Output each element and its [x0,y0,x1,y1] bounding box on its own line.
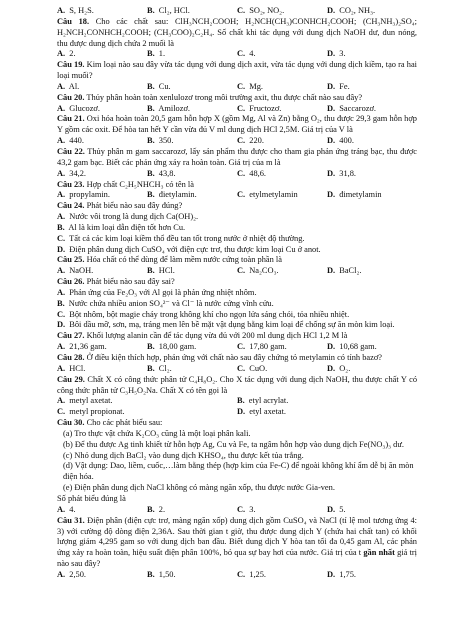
option-text: 2,50. [69,569,86,579]
option-label: D. [327,6,336,15]
option-label: A. [57,212,66,222]
question-text: Cho các chất sau: ClH₃NCH₂COOH; H₂NCH(CH₃)CONHCH₂COOH; (CH₃NH₃)₂SO₄; H₂NCH₂CONHCH₂COOH; (CH₃COO)₂C₂H₄. Số chất khi tác dụng với dung dịch NaOH dư, đun nóng, thu được dung dịch chứa 2 muối là [57,16,417,48]
answer-option-a[interactable] [57,6,147,17]
option-text: propylamin. [69,190,110,200]
option-label: A. [57,266,66,276]
answer-option-b[interactable] [237,396,417,407]
option-label: B. [147,168,155,178]
options-row [57,169,417,180]
question-number: Câu 19. [57,60,85,70]
option-text: Mg. [249,81,263,91]
option-text: CuO. [249,363,268,373]
answer-option-c[interactable] [237,49,327,60]
answer-option-a[interactable] [57,266,147,277]
statement-item: (a) Tro thực vật chứa K₂CO₃ cũng là một loại phân kali. [63,428,251,438]
option-text: Amilozơ. [158,103,190,113]
question-text: Khối lượng alanin cần để tác dụng vừa đủ với 200 ml dung dịch HCl 1,2 M là [86,331,348,341]
option-text: BaCl₂. [339,266,362,276]
options-row [57,396,417,407]
question-emphasis: gần nhất [363,548,395,558]
question-stem [57,180,417,191]
question-text: Điện phân (điện cực trơ, màng ngăn xốp) dung dịch gồm CuSO₄ và NaCl (tỉ lệ mol tương ứng 4: 3) với cường độ dòng điện 2,36A. Sau thời gian t giờ, thu được dung dịch Y (chứa hai chất tan) có khối lượng giảm 4,295 gam so với dung dịch ban đầu. Biết dung dịch Y hòa tan tối đa 0,45 gam Al, các phản ứng xảy ra hoàn toàn, hiệu suất điện phân 100%, bỏ qua sự bay hơi của nước. Giá trị của t [57,515,417,558]
option-text: 220. [249,136,264,146]
option-text: 17,80 gam. [249,342,287,352]
answer-option-b[interactable] [147,342,237,353]
question-text: Chất X có công thức phân tử C₄H₈O₂. Cho X tác dụng với dung dịch NaOH, thu được chất Y có công thức phân tử C₃H₅O₂Na. Chất X có tên gọi là [57,374,418,395]
question-number: Câu 21. [57,114,85,124]
question-number: Câu 27. [57,331,85,341]
answer-option-a[interactable] [57,169,147,180]
options-row [57,266,417,277]
option-label: D. [327,342,336,352]
exam-page [57,6,417,581]
answer-option-d[interactable] [327,6,417,17]
options-row [57,505,417,516]
statement-item: (c) Nhỏ dung dịch BaCl₂ vào dung dịch KHSO₄, thu được kết tủa trắng. [63,450,304,460]
option-label: B. [237,396,245,406]
question-stem [57,201,417,212]
question-q30 [57,418,417,516]
option-text: SO₂, NO₂. [249,6,285,15]
answer-option-c[interactable] [237,570,327,581]
option-label: D. [237,407,246,417]
answer-option-d[interactable] [57,320,417,331]
question-q22 [57,147,417,180]
options-row [57,364,417,375]
answer-option-a[interactable] [57,364,147,375]
statement-item: (d) Vật dụng: Dao, liềm, cuốc,…làm bằng thép (hợp kim của Fe-C) để ngoài không khí ẩm dễ bị ăn mòn điện hóa. [63,461,414,482]
answer-option-d[interactable] [327,266,417,277]
question-q21 [57,114,417,147]
option-label: B. [147,266,155,276]
option-label: C. [237,168,246,178]
option-label: B. [57,222,65,232]
option-text: 440. [69,136,84,146]
question-text-end: giá trị nào sau đây? [57,548,418,569]
option-label: A. [57,168,66,178]
option-text: 1,25. [249,569,266,579]
question-text: Thủy phân hoàn toàn xenlulozơ trong môi trường axit, thu được chất nào sau đây? [86,92,363,102]
option-label: B. [147,504,155,514]
option-label: D. [327,190,336,200]
option-text: 43,8. [158,168,176,178]
question-q24 [57,201,417,255]
answer-option-b[interactable] [57,299,417,310]
option-label: B. [147,6,155,15]
question-stem [57,353,417,364]
options-row [57,6,417,17]
option-text: 400. [339,136,354,146]
option-label: B. [147,569,155,579]
option-text: 1. [158,49,166,59]
answer-option-a[interactable] [57,104,147,115]
answer-option-d[interactable] [327,169,417,180]
option-label: D. [327,136,336,146]
option-text: Phản ứng của Fe₂O₃ với Al gọi là phản ứng nhiệt nhôm. [69,287,257,297]
option-label: A. [57,81,66,91]
statement-item: (e) Điện phân dung dịch NaCl không có màng ngăn xốp, thu được nước Gia-ven. [63,483,335,493]
answer-option-c[interactable] [237,190,327,201]
option-text: O₂. [339,363,351,373]
option-label: A. [57,287,66,297]
answer-option-b[interactable] [147,505,237,516]
option-text: 1,50. [158,569,176,579]
option-text: 2. [69,49,76,59]
option-text: 3. [249,504,256,514]
question-stem [57,93,417,104]
option-text: Fructozơ. [249,103,282,113]
question-text: Hóa chất có thể dùng để làm mềm nước cứng toàn phần là [86,255,282,265]
question-q23 [57,180,417,202]
question-stem [57,60,417,82]
option-text: Bột nhôm, bột magie cháy trong không khí cho ngọn lửa sáng chói, tỏa nhiều nhiệt. [69,309,350,319]
option-text: 350. [158,136,174,146]
option-label: A. [57,363,66,373]
answer-option-d[interactable] [327,342,417,353]
option-text: Fe. [339,81,350,91]
answer-option-b[interactable] [147,169,237,180]
option-label: B. [147,342,155,352]
answer-option-b[interactable] [147,190,237,201]
answer-option-a[interactable] [57,49,147,60]
option-label: A. [57,396,66,406]
option-label: C. [237,103,246,113]
question-stem [57,255,417,266]
option-label: C. [237,504,246,514]
option-label: B. [147,190,155,200]
options-row [57,190,417,201]
option-text: 31,8. [339,168,356,178]
answer-option-a[interactable] [57,136,147,147]
answer-option-d[interactable] [327,364,417,375]
option-label: D. [327,81,336,91]
option-label: A. [57,49,66,59]
option-label: C. [57,407,66,417]
option-label: A. [57,136,66,146]
answer-option-c[interactable] [237,136,327,147]
question-stem [57,17,417,50]
option-text: etyl axetat. [249,407,286,417]
option-text: Cl₂, HCl. [158,6,190,15]
answer-option-a[interactable] [57,212,417,223]
question-stem [57,418,417,429]
question-q29 [57,375,417,418]
question-tail: Số phát biểu đúng là [57,493,126,503]
option-label: D. [327,569,336,579]
answer-option-b[interactable] [57,223,417,234]
question-text: Cho các phát biểu sau: [86,418,163,428]
answer-option-d[interactable] [327,82,417,93]
answer-option-d[interactable] [327,104,417,115]
answer-option-b[interactable] [147,570,237,581]
option-label: D. [327,504,336,514]
option-label: A. [57,569,66,579]
answer-option-b[interactable] [147,104,237,115]
answer-option-d[interactable] [327,136,417,147]
answer-option-c[interactable] [237,104,327,115]
option-text: 21,36 gam. [69,342,107,352]
options-row [57,49,417,60]
option-text: Al. [68,81,80,91]
question-stem [57,147,417,169]
answer-option-a[interactable] [57,505,147,516]
option-text: 48,6. [249,168,266,178]
option-label: B. [147,49,155,59]
question-text: Phát biểu nào sau đây đúng? [86,201,183,211]
option-label: C. [237,136,246,146]
option-text: Điện phân dung dịch CuSO₄ với điện cực trơ, thu được kim loại Cu ở anot. [69,244,321,254]
question-text: Ở điều kiện thích hợp, phản ứng với chất nào sau đây chứng tỏ metylamin có tính bazơ? [86,353,382,362]
question-number: Câu 18. [57,16,90,26]
options-row [57,82,417,93]
option-text: HCl. [158,266,175,276]
question-number: Câu 23. [57,179,85,189]
answer-option-d[interactable] [57,245,417,256]
question-q28 [57,353,417,375]
answer-option-b[interactable] [147,266,237,277]
answer-option-c[interactable] [57,234,417,245]
question-q20 [57,93,417,115]
option-label: C. [57,309,66,319]
option-text: Tất cả các kim loại kiềm thổ đều tan tốt trong nước ở nhiệt độ thường. [69,233,305,243]
option-label: A. [57,342,66,352]
question-stem [57,516,417,570]
option-label: C. [237,6,246,15]
answer-option-c[interactable] [237,266,327,277]
answer-option-c[interactable] [57,310,417,321]
question-number: Câu 25. [57,255,85,265]
option-label: C. [237,363,246,373]
question-text: Phát biểu nào sau đây sai? [86,277,175,287]
option-text: 4. [69,504,76,514]
question-number: Câu 29. [57,374,85,384]
answer-option-a[interactable] [57,570,147,581]
answer-option-b[interactable] [147,364,237,375]
question-stem [57,114,417,136]
answer-option-c[interactable] [237,6,327,17]
option-text: etylmetylamin [249,190,298,200]
option-text: Bôi dầu mỡ, sơn, mạ, tráng men lên bề mặt vật dụng bằng kim loại để chống sự ăn mòn kim loại. [69,320,395,330]
question-q25 [57,255,417,277]
question-number: Câu 28. [57,353,85,362]
option-text: metyl axetat. [69,396,113,406]
option-label: D. [327,266,336,276]
option-text: đimetylamin [339,190,382,200]
answer-option-b[interactable] [147,6,237,17]
option-label: C. [57,233,66,243]
answer-option-d[interactable] [237,407,417,418]
answer-option-d[interactable] [327,49,417,60]
option-text: S, H₂S. [69,6,94,15]
question-q26 [57,277,417,331]
option-text: 2. [158,504,166,514]
option-text: HCl. [69,363,86,373]
option-text: 34,2. [69,168,86,178]
option-text: Nước chứa nhiều anion SO₄²⁻ và Cl⁻ là nước cứng vĩnh cửu. [68,298,274,308]
option-text: 3. [339,49,346,59]
option-text: Cl₂. [158,363,172,373]
answer-option-c[interactable] [237,505,327,516]
question-q17_tail [57,6,417,17]
option-label: D. [327,103,336,113]
answer-option-b[interactable] [147,82,237,93]
statement-item: (b) Để thu được Ag tinh khiết từ hỗn hợp Ag, Cu và Fe, ta ngâm hỗn hợp vào dung dịch Fe(NO₃)₃ dư. [63,439,404,449]
option-label: D. [327,168,336,178]
option-label: D. [327,49,336,59]
option-label: D. [57,244,66,254]
question-number: Câu 26. [57,277,85,287]
question-stem [57,331,417,342]
option-text: 1,75. [339,569,356,579]
option-text: Glucozơ. [69,103,100,113]
answer-option-d[interactable] [327,570,417,581]
option-label: C. [237,49,246,59]
option-label: B. [147,363,155,373]
option-label: B. [147,136,155,146]
option-text: 4. [249,49,256,59]
question-number: Câu 24. [57,201,85,211]
answer-option-c[interactable] [237,342,327,353]
answer-option-a[interactable] [57,396,237,407]
answer-option-c[interactable] [237,82,327,93]
option-text: Cu. [158,81,171,91]
question-q18 [57,17,417,60]
option-text: CO₂, NH₃. [339,6,376,15]
question-q31 [57,516,417,581]
option-label: B. [57,298,65,308]
option-label: A. [57,190,66,200]
option-label: A. [57,504,66,514]
options-row [57,407,417,418]
option-label: C. [237,342,246,352]
question-stem [57,277,417,288]
option-text: 5. [339,504,346,514]
answer-option-b[interactable] [147,49,237,60]
question-stem [57,375,417,397]
answer-option-a[interactable] [57,82,147,93]
question-number: Câu 20. [57,92,85,102]
question-text: Thủy phân m gam saccarozơ, lấy sản phẩm thu được cho tham gia phản ứng tráng bạc, thu được 43,2 gam bạc. Biết các phản ứng xảy ra hoàn toàn. Giá trị của m là [57,146,417,167]
option-label: B. [147,81,155,91]
question-text: Oxi hóa hoàn toàn 20,5 gam hỗn hợp X (gồm Mg, Al và Zn) bằng O₂, thu được 29,3 gam hỗn hợp Y gồm các oxit. Để hòa tan hết Y cần vừa đủ V ml dung dịch HCl 2,5M. Giá trị của V là [57,114,417,135]
question-number: Câu 30. [57,418,85,428]
option-label: C. [237,266,246,276]
options-row [57,570,417,581]
answer-option-a[interactable] [57,342,147,353]
option-text: etyl acrylat. [248,396,289,406]
option-text: Saccarozơ. [339,103,376,113]
options-row [57,136,417,147]
question-q19 [57,60,417,93]
option-text: Al là kim loại dẫn điện tốt hơn Cu. [68,222,186,232]
answer-option-c[interactable] [237,364,327,375]
option-label: C. [237,81,246,91]
question-text: Kim loại nào sau đây vừa tác dụng với dung dịch axit, vừa tác dụng với dung dịch kiềm, tạo ra hai loại muối? [57,60,417,81]
answer-option-a[interactable] [57,288,417,299]
option-text: NaOH. [69,266,94,276]
question-text: Hợp chất C₂H₅NHCH₃ có tên là [86,179,194,189]
answer-option-b[interactable] [147,136,237,147]
option-text: 10,68 gam. [339,342,377,352]
option-label: D. [327,363,336,373]
options-row [57,104,417,115]
option-label: D. [57,320,66,330]
question-number: Câu 22. [57,146,85,156]
option-label: A. [57,6,66,15]
option-text: metyl propionat. [69,407,125,417]
answer-option-a[interactable] [57,190,147,201]
question-q27 [57,331,417,353]
answer-option-c[interactable] [57,407,237,418]
option-text: Na₂CO₃. [249,266,279,276]
option-label: B. [147,103,155,113]
option-label: C. [237,569,246,579]
answer-option-c[interactable] [237,169,327,180]
question-number: Câu 31. [57,515,85,525]
option-label: C. [237,190,246,200]
option-text: 18,00 gam. [158,342,197,352]
option-label: A. [57,103,66,113]
options-row [57,342,417,353]
answer-option-d[interactable] [327,505,417,516]
answer-option-d[interactable] [327,190,417,201]
option-text: Nước vôi trong là dung dịch Ca(OH)₂. [69,212,199,222]
option-text: đietylamin. [158,190,197,200]
